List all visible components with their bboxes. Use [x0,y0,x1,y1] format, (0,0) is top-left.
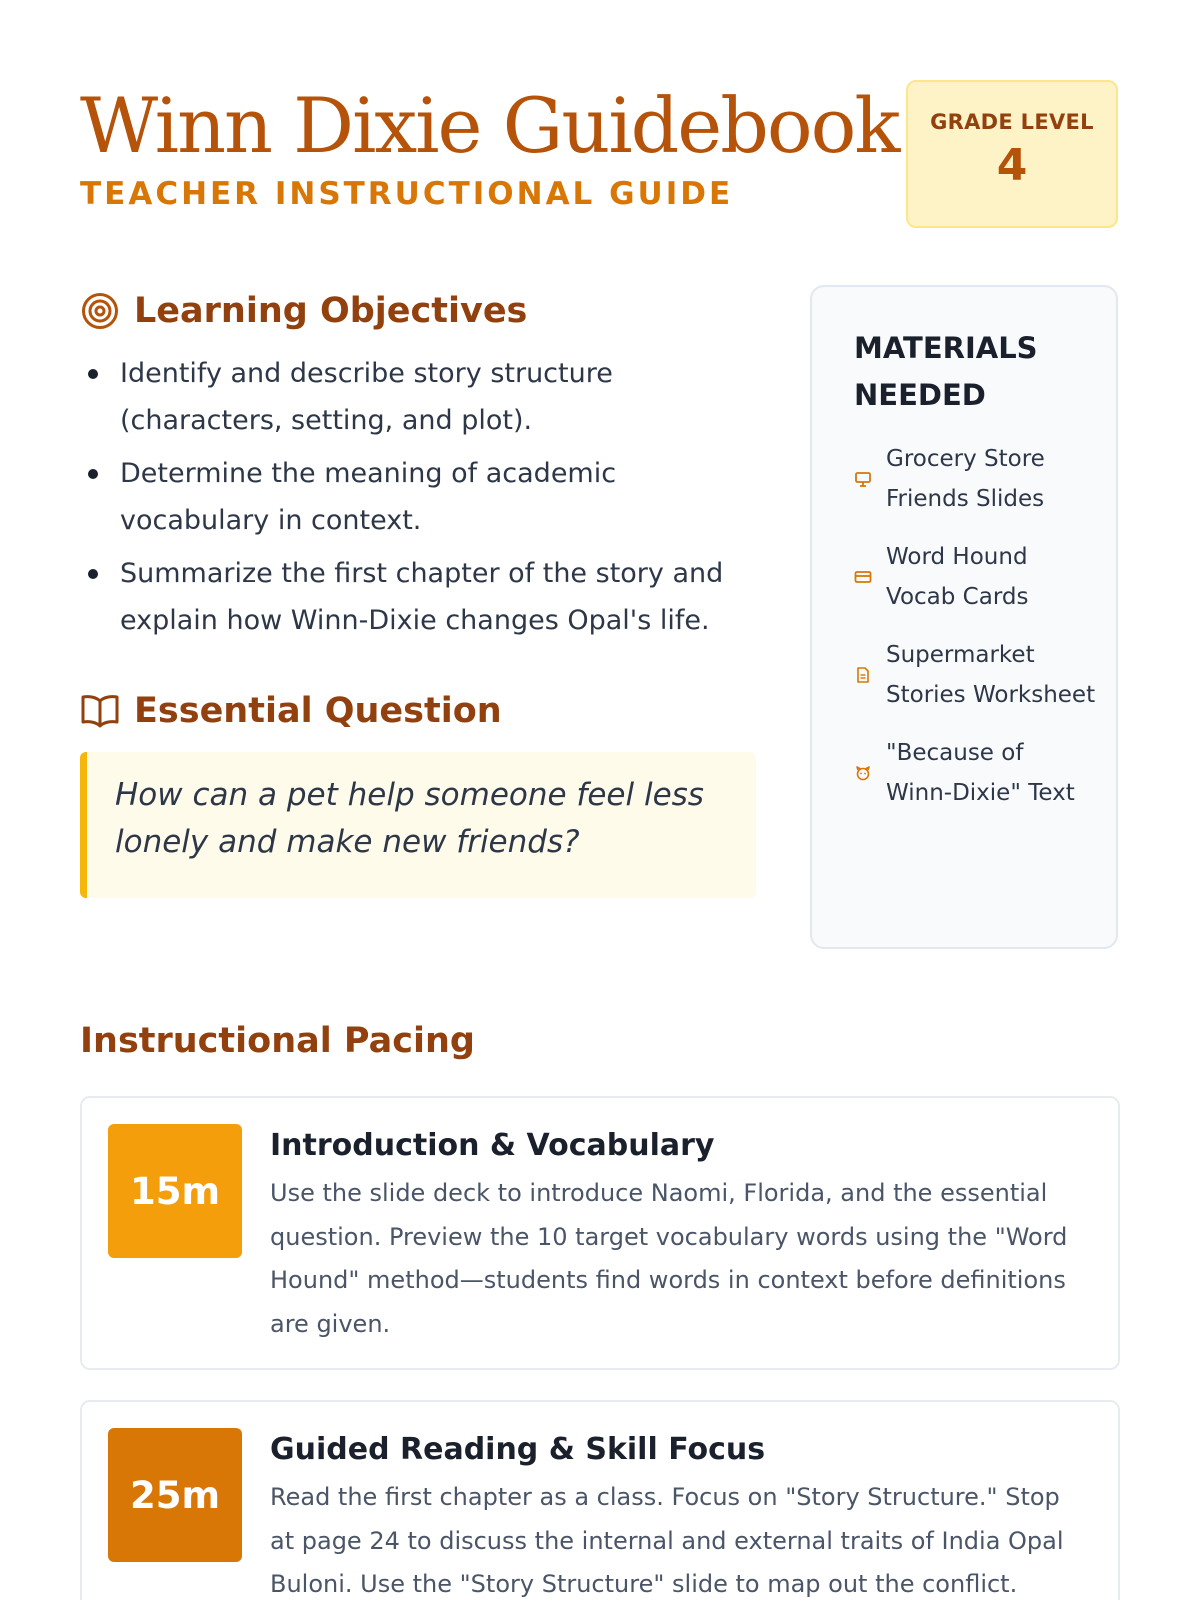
pacing-step-card [80,1400,1120,1600]
essential-question-text: How can a pet help someone feel less lonely and make new friends? [115,777,704,860]
objectives-list [80,350,760,650]
page-subtitle: TEACHER INSTRUCTIONAL GUIDE [80,176,734,212]
material-label: "Because of Winn-Dixie" Text [886,740,1075,806]
pacing-step-description: Read the first chapter as a class. Focus on "Story Structure." Stop at page 24 to discuss the internal and external traits of India Opal Buloni. Use the "Story Structure" slide to map out the conflict. [270,1483,1064,1598]
learning-objectives-title: Learning Objectives [134,291,528,331]
card-icon [854,568,872,586]
guidebook-page [80,0,1120,1600]
material-label: Grocery Store Friends Slides [886,446,1045,512]
instructional-pacing-heading [80,1018,475,1064]
list-item [854,439,1096,519]
grade-level-badge [906,80,1118,228]
presentation-icon [854,470,872,488]
book-open-icon [80,691,120,731]
list-item [854,635,1096,715]
material-label: Supermarket Stories Worksheet [886,642,1096,708]
instructional-pacing-title: Instructional Pacing [80,1021,475,1061]
target-icon [80,291,120,331]
page-title: Winn Dixie Guidebook [80,81,899,170]
pacing-step-card [80,1096,1120,1370]
pacing-time-badge: 25m [108,1428,242,1562]
grade-level-value: 4 [996,140,1028,191]
material-label: Word Hound Vocab Cards [886,544,1029,610]
list-item [854,733,1096,813]
document-icon [854,666,872,684]
pacing-step-title: Introduction & Vocabulary [270,1128,715,1163]
essential-question-heading [80,688,502,734]
essential-question-box [80,752,756,898]
list-item: Summarize the first chapter of the story and explain how Winn-Dixie changes Opal's life. [80,550,760,644]
list-item [854,537,1096,617]
learning-objectives-heading [80,288,527,334]
materials-title: MATERIALS NEEDED [854,331,1038,412]
pacing-step-description: Use the slide deck to introduce Naomi, Florida, and the essential question. Preview the 10 target vocabulary words using the "Word Hound" method—students find words in context before definitions are given. [270,1179,1068,1338]
pacing-time-badge: 15m [108,1124,242,1258]
materials-card [810,285,1118,949]
materials-list [854,439,1096,813]
dog-icon [854,764,872,782]
list-item: Determine the meaning of academic vocabulary in context. [80,450,760,544]
pacing-step-title: Guided Reading & Skill Focus [270,1432,766,1467]
grade-level-label: GRADE LEVEL [930,110,1094,134]
essential-question-title: Essential Question [134,691,502,731]
list-item: Identify and describe story structure (characters, setting, and plot). [80,350,760,444]
